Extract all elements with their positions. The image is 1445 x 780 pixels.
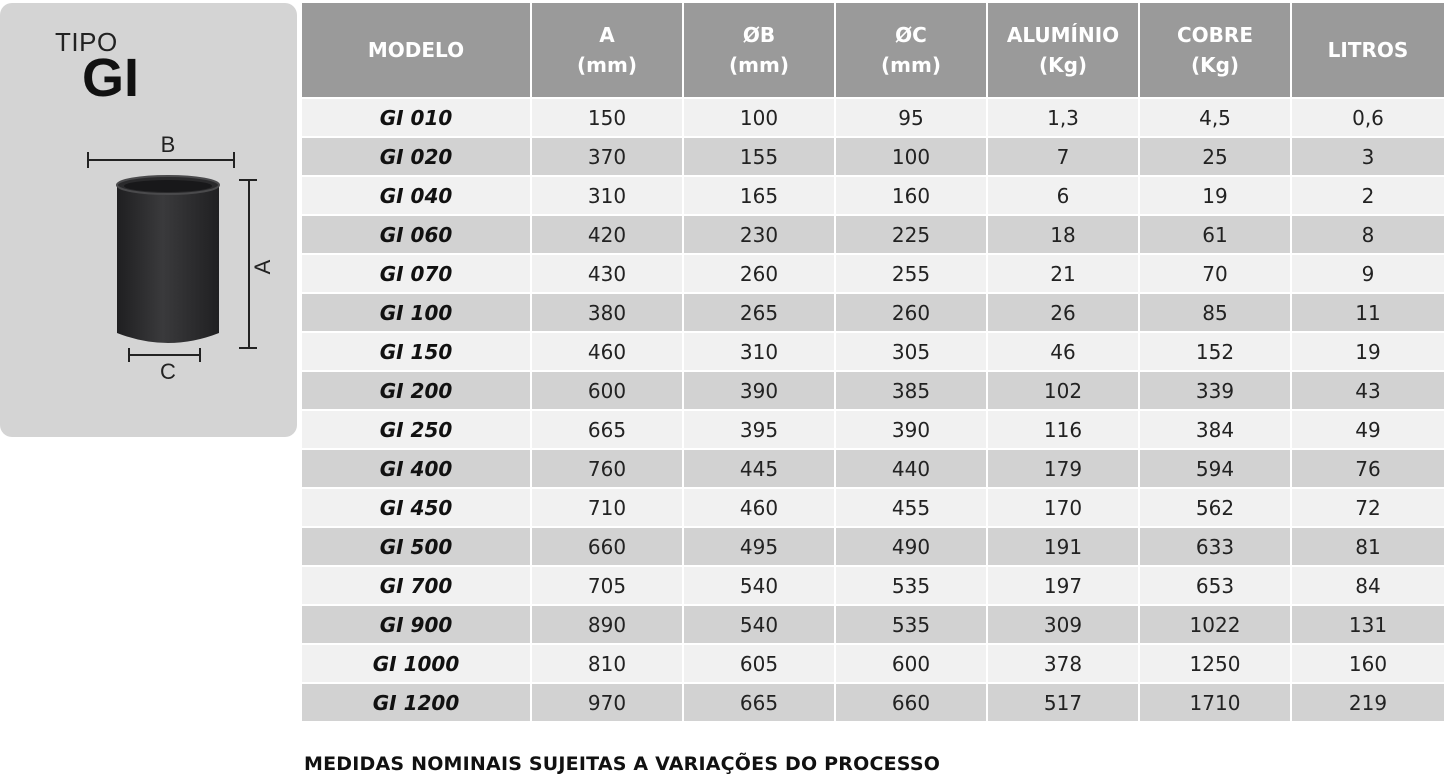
table-row <box>301 488 1445 527</box>
value-cell: 2 <box>1291 176 1445 215</box>
value-cell: 260 <box>835 293 987 332</box>
value-cell: 102 <box>987 371 1139 410</box>
value-cell: 61 <box>1139 215 1291 254</box>
value-cell: 72 <box>1291 488 1445 527</box>
value-cell: 384 <box>1139 410 1291 449</box>
value-cell: 76 <box>1291 449 1445 488</box>
value-cell: 4,5 <box>1139 98 1291 137</box>
table-header-row <box>301 2 1445 98</box>
value-cell: 197 <box>987 566 1139 605</box>
model-cell: GI 060 <box>301 215 531 254</box>
value-cell: 535 <box>835 566 987 605</box>
table-row <box>301 293 1445 332</box>
value-cell: 230 <box>683 215 835 254</box>
type-code: GI <box>82 48 140 108</box>
value-cell: 605 <box>683 644 835 683</box>
table-row <box>301 254 1445 293</box>
value-cell: 378 <box>987 644 1139 683</box>
model-cell: GI 700 <box>301 566 531 605</box>
value-cell: 390 <box>835 410 987 449</box>
column-header: MODELO <box>301 2 531 98</box>
value-cell: 3 <box>1291 137 1445 176</box>
value-cell: 81 <box>1291 527 1445 566</box>
value-cell: 420 <box>531 215 683 254</box>
column-header: ALUMÍNIO (Kg) <box>987 2 1139 98</box>
value-cell: 1250 <box>1139 644 1291 683</box>
value-cell: 660 <box>835 683 987 722</box>
type-label: TIPO <box>55 27 118 57</box>
value-cell: 540 <box>683 566 835 605</box>
value-cell: 19 <box>1291 332 1445 371</box>
crucible-dimension-diagram <box>0 3 297 437</box>
value-cell: 495 <box>683 527 835 566</box>
value-cell: 890 <box>531 605 683 644</box>
table-body <box>301 98 1445 722</box>
value-cell: 310 <box>683 332 835 371</box>
table-row <box>301 98 1445 137</box>
value-cell: 633 <box>1139 527 1291 566</box>
value-cell: 100 <box>835 137 987 176</box>
value-cell: 255 <box>835 254 987 293</box>
value-cell: 385 <box>835 371 987 410</box>
value-cell: 460 <box>531 332 683 371</box>
value-cell: 380 <box>531 293 683 332</box>
value-cell: 665 <box>683 683 835 722</box>
value-cell: 540 <box>683 605 835 644</box>
value-cell: 339 <box>1139 371 1291 410</box>
table-row <box>301 332 1445 371</box>
value-cell: 455 <box>835 488 987 527</box>
value-cell: 25 <box>1139 137 1291 176</box>
value-cell: 370 <box>531 137 683 176</box>
table-row <box>301 410 1445 449</box>
table-row <box>301 527 1445 566</box>
value-cell: 310 <box>531 176 683 215</box>
value-cell: 18 <box>987 215 1139 254</box>
table-row <box>301 449 1445 488</box>
value-cell: 46 <box>987 332 1139 371</box>
value-cell: 0,6 <box>1291 98 1445 137</box>
value-cell: 305 <box>835 332 987 371</box>
value-cell: 665 <box>531 410 683 449</box>
value-cell: 430 <box>531 254 683 293</box>
value-cell: 705 <box>531 566 683 605</box>
value-cell: 152 <box>1139 332 1291 371</box>
model-cell: GI 1200 <box>301 683 531 722</box>
value-cell: 160 <box>1291 644 1445 683</box>
value-cell: 260 <box>683 254 835 293</box>
value-cell: 179 <box>987 449 1139 488</box>
value-cell: 600 <box>531 371 683 410</box>
value-cell: 43 <box>1291 371 1445 410</box>
value-cell: 1,3 <box>987 98 1139 137</box>
value-cell: 155 <box>683 137 835 176</box>
dimension-c-label: C <box>160 359 176 384</box>
value-cell: 395 <box>683 410 835 449</box>
value-cell: 219 <box>1291 683 1445 722</box>
value-cell: 594 <box>1139 449 1291 488</box>
value-cell: 21 <box>987 254 1139 293</box>
model-cell: GI 250 <box>301 410 531 449</box>
value-cell: 535 <box>835 605 987 644</box>
model-cell: GI 040 <box>301 176 531 215</box>
value-cell: 9 <box>1291 254 1445 293</box>
value-cell: 85 <box>1139 293 1291 332</box>
value-cell: 131 <box>1291 605 1445 644</box>
table-row <box>301 176 1445 215</box>
model-cell: GI 200 <box>301 371 531 410</box>
value-cell: 6 <box>987 176 1139 215</box>
column-header: COBRE (Kg) <box>1139 2 1291 98</box>
value-cell: 710 <box>531 488 683 527</box>
value-cell: 660 <box>531 527 683 566</box>
value-cell: 653 <box>1139 566 1291 605</box>
model-cell: GI 100 <box>301 293 531 332</box>
value-cell: 95 <box>835 98 987 137</box>
value-cell: 445 <box>683 449 835 488</box>
value-cell: 165 <box>683 176 835 215</box>
model-cell: GI 400 <box>301 449 531 488</box>
model-cell: GI 020 <box>301 137 531 176</box>
value-cell: 160 <box>835 176 987 215</box>
model-cell: GI 500 <box>301 527 531 566</box>
crucible-opening <box>124 180 212 192</box>
table-row <box>301 644 1445 683</box>
value-cell: 170 <box>987 488 1139 527</box>
model-cell: GI 010 <box>301 98 531 137</box>
value-cell: 100 <box>683 98 835 137</box>
dimension-a-label: A <box>250 259 275 275</box>
value-cell: 49 <box>1291 410 1445 449</box>
value-cell: 1710 <box>1139 683 1291 722</box>
value-cell: 191 <box>987 527 1139 566</box>
specs-table <box>300 1 1445 723</box>
dimension-b-label: B <box>160 132 176 157</box>
column-header: LITROS <box>1291 2 1445 98</box>
table-row <box>301 137 1445 176</box>
value-cell: 7 <box>987 137 1139 176</box>
column-header: ØC (mm) <box>835 2 987 98</box>
value-cell: 1022 <box>1139 605 1291 644</box>
value-cell: 70 <box>1139 254 1291 293</box>
value-cell: 810 <box>531 644 683 683</box>
model-cell: GI 900 <box>301 605 531 644</box>
column-header: A (mm) <box>531 2 683 98</box>
crucible-body <box>117 185 219 343</box>
value-cell: 150 <box>531 98 683 137</box>
table-row <box>301 566 1445 605</box>
table-row <box>301 215 1445 254</box>
value-cell: 390 <box>683 371 835 410</box>
value-cell: 460 <box>683 488 835 527</box>
value-cell: 26 <box>987 293 1139 332</box>
value-cell: 116 <box>987 410 1139 449</box>
value-cell: 225 <box>835 215 987 254</box>
value-cell: 970 <box>531 683 683 722</box>
model-cell: GI 070 <box>301 254 531 293</box>
value-cell: 265 <box>683 293 835 332</box>
model-cell: GI 1000 <box>301 644 531 683</box>
footnote: MEDIDAS NOMINAIS SUJEITAS A VARIAÇÕES DO PROCESSO <box>304 753 941 775</box>
model-cell: GI 450 <box>301 488 531 527</box>
value-cell: 490 <box>835 527 987 566</box>
table-row <box>301 605 1445 644</box>
model-cell: GI 150 <box>301 332 531 371</box>
value-cell: 562 <box>1139 488 1291 527</box>
table-row <box>301 683 1445 722</box>
value-cell: 517 <box>987 683 1139 722</box>
column-header: ØB (mm) <box>683 2 835 98</box>
product-type-card <box>0 3 297 437</box>
value-cell: 8 <box>1291 215 1445 254</box>
value-cell: 440 <box>835 449 987 488</box>
value-cell: 760 <box>531 449 683 488</box>
value-cell: 600 <box>835 644 987 683</box>
table-row <box>301 371 1445 410</box>
value-cell: 19 <box>1139 176 1291 215</box>
value-cell: 84 <box>1291 566 1445 605</box>
value-cell: 309 <box>987 605 1139 644</box>
value-cell: 11 <box>1291 293 1445 332</box>
